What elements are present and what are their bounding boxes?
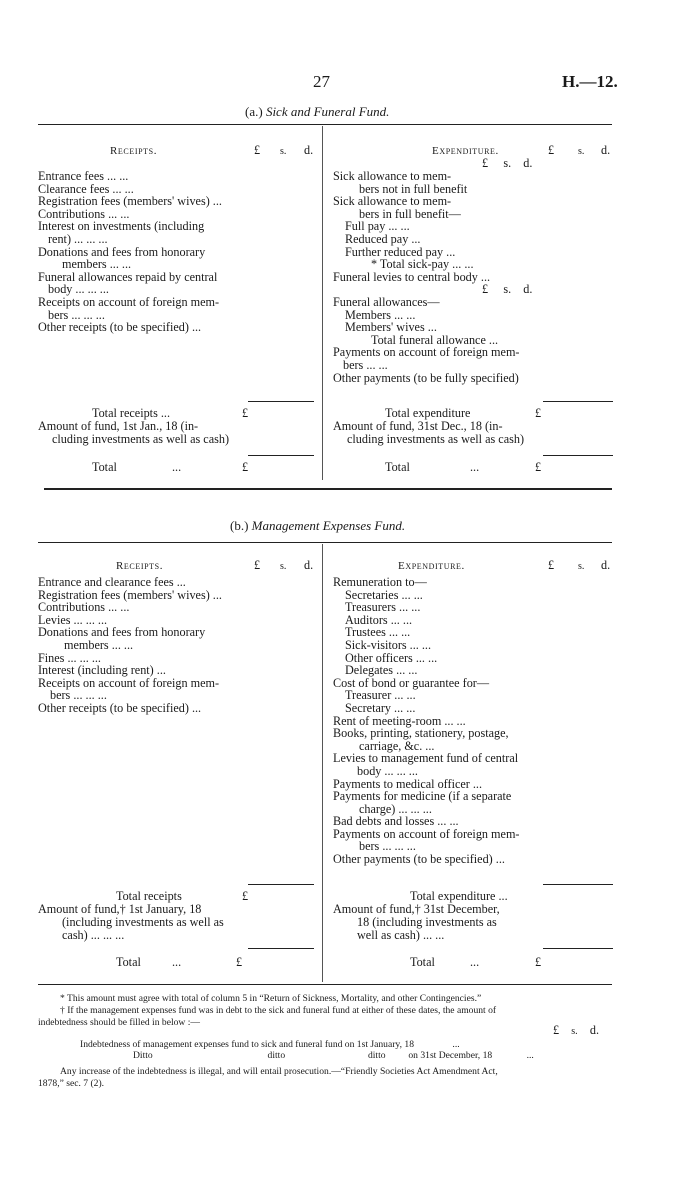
receipt-line: Other receipts (to be specified) ... (38, 320, 202, 335)
expend-line: Books, printing, stationery, postage, (333, 726, 509, 741)
pound-header-receipts-b: £ (254, 558, 261, 572)
amount-of-fund-e-b-1: Amount of fund,† 31st December, (333, 902, 500, 916)
total-receipts-pound-b: £ (242, 889, 249, 903)
amount-of-fund-b-2: (including investments as well as (62, 915, 224, 929)
expend-line: Payments to medical officer ... (333, 776, 483, 791)
expend-line: Sick-visitors ... ... (345, 637, 431, 652)
section-a-title-text: Sick and Funeral Fund. (265, 104, 390, 119)
expenditure-list-b (333, 576, 547, 866)
receipt-line: bers ... ... ... (50, 688, 107, 703)
section-b-title-text: Management Expenses Fund. (251, 518, 406, 533)
grand-total-dots-receipts-a: ... (172, 460, 182, 474)
sub-pound-header-a1: £ s. d. (482, 156, 533, 170)
amount-of-fund-e-b-3: well as cash) ... ... (357, 928, 445, 942)
section-b-bottom-rule (38, 984, 612, 985)
total-expenditure-b: Total expenditure ... (410, 889, 508, 903)
expend-line: Treasurer ... ... (345, 688, 416, 703)
receipt-line: body ... ... ... (48, 282, 109, 297)
pence-header-exp-a: d. (601, 143, 611, 157)
amount-of-fund-e-a-1: Amount of fund, 31st Dec., 18 (in- (333, 419, 503, 433)
grand-total-dots-exp-b: ... (470, 955, 480, 969)
expend-line: Full pay ... ... (345, 219, 410, 234)
expend-line: Members' wives ... (345, 320, 437, 335)
expend-line: Bad debts and losses ... ... (333, 814, 459, 829)
expend-total-rule-b (543, 948, 613, 949)
receipts-subtotal-rule-b (248, 884, 314, 885)
amount-of-fund-a-1: Amount of fund, 1st Jan., 18 (in- (38, 419, 199, 433)
receipt-line: Donations and fees from honorary (38, 625, 206, 640)
expend-line: charge) ... ... ... (359, 801, 432, 816)
section-b-top-rule (38, 542, 612, 543)
shilling-header-receipts-a: s. (280, 146, 287, 157)
receipt-line: Interest (including rent) ... (38, 663, 166, 678)
receipt-line: Registration fees (members' wives) ... (38, 587, 222, 602)
expend-subheader: £ s. d. (482, 282, 533, 297)
shilling-header-exp-a: s. (578, 146, 585, 157)
receipt-line: Other receipts (to be specified) ... (38, 700, 202, 715)
expend-line: Sick allowance to mem- (333, 169, 452, 183)
amount-of-fund-e-b-2: 18 (including investments as (357, 915, 497, 929)
footnote-dagger-1: † If the management expenses fund was in debt to the sick and funeral fund at either of these dates, the amount of (60, 1005, 497, 1016)
expend-line: Other officers ... ... (345, 650, 438, 665)
footnote-prosecution-1: Any increase of the indebtedness is illegal, and will entail prosecution.—“Friendly Societies Act Amendment Act, (60, 1066, 498, 1077)
section-a-bottom-rule (44, 488, 612, 490)
expend-line: Other payments (to be specified) ... (333, 852, 505, 867)
expend-line: bers ... ... ... (359, 839, 416, 854)
indebtedness-line-1-text: Indebtedness of management expenses fund to sick and funeral fund on 1st January, 18 (80, 1039, 415, 1050)
expend-line: Payments for medicine (if a separate (333, 789, 512, 804)
footnote-prosecution-2: 1878,” sec. 7 (2). (38, 1078, 105, 1089)
pound-header-exp-b: £ (548, 558, 555, 572)
expend-subtotal-rule-a (543, 401, 613, 402)
total-expenditure-pound-a: £ (535, 406, 542, 420)
grand-total-label-exp-b: Total (410, 955, 435, 969)
ditto-1: Ditto (133, 1050, 153, 1061)
grand-total-pound-exp-b: £ (535, 955, 542, 969)
pound-header-receipts-a: £ (254, 143, 261, 157)
receipt-line: Funeral allowances repaid by central (38, 269, 218, 284)
ditto-3: ditto (367, 1050, 386, 1061)
receipt-line: Registration fees (members' wives) ... (38, 194, 222, 209)
footnote-asterisk: * This amount must agree with total of column 5 in “Return of Sickness, Mortality, and other Contingencies.” (60, 993, 482, 1004)
total-receipts-a: Total receipts ... (92, 406, 170, 420)
expend-line: Levies to management fund of central (333, 751, 519, 766)
expend-line: bers not in full benefit (359, 181, 468, 196)
receipts-subtotal-rule-a (248, 401, 314, 402)
receipts-list-a (38, 170, 252, 334)
grand-total-label-receipts-a: Total (92, 460, 117, 474)
indebtedness-line-2-dots: ... (526, 1050, 534, 1061)
expend-line: Cost of bond or guarantee for— (333, 675, 490, 690)
expend-line: Delegates ... ... (345, 663, 418, 678)
indebtedness-date: on 31st December, 18 (408, 1050, 493, 1061)
expend-line: carriage, &c. ... (359, 738, 435, 753)
grand-total-dots-receipts-b: ... (172, 955, 182, 969)
receipt-line: Receipts on account of foreign mem- (38, 294, 220, 309)
amount-of-fund-e-a-2: cluding investments as well as cash) (347, 432, 525, 446)
amount-of-fund-b-3: cash) ... ... ... (62, 928, 125, 942)
receipt-line: members ... ... (64, 637, 134, 652)
expend-line: Trustees ... ... (345, 625, 411, 640)
total-receipts-b: Total receipts (116, 889, 182, 903)
grand-total-label-receipts-b: Total (116, 955, 141, 969)
section-a-top-rule (38, 124, 612, 125)
indebtedness-line-2 (133, 1050, 534, 1061)
expenditure-heading-b: Expenditure. (398, 560, 465, 572)
ditto-2: ditto (267, 1050, 286, 1061)
receipt-line: rent) ... ... ... (48, 231, 108, 246)
section-b-title (230, 520, 405, 533)
expend-line: Further reduced pay ... (345, 244, 456, 259)
receipt-line: members ... ... (62, 257, 132, 272)
expend-line: Treasurers ... ... (345, 600, 421, 615)
expend-line: Total funeral allowance ... (371, 332, 499, 347)
total-receipts-pound-a: £ (242, 406, 249, 420)
receipt-line: Donations and fees from honorary (38, 244, 206, 259)
section-b-divider (322, 544, 323, 982)
receipt-line: Fines ... ... ... (38, 650, 101, 665)
receipt-line: Contributions ... ... (38, 206, 130, 221)
expend-line: Secretary ... ... (345, 700, 416, 715)
pound-header-exp-a: £ (548, 143, 555, 157)
expenditure-list-a (333, 170, 547, 384)
footnote-currency-header: £ s. d. (553, 1023, 600, 1037)
section-a-prefix: (a.) (245, 104, 263, 119)
expend-line: Funeral allowances— (333, 294, 440, 309)
receipt-line: Contributions ... ... (38, 600, 130, 615)
expend-line: * Total sick-pay ... ... (371, 257, 474, 272)
page-number: 27 (313, 72, 330, 91)
shilling-header-exp-b: s. (578, 561, 585, 572)
grand-total-pound-exp-a: £ (535, 460, 542, 474)
grand-total-pound-receipts-a: £ (242, 460, 249, 474)
receipts-heading-b: Receipts. (116, 560, 164, 572)
amount-of-fund-b-1: Amount of fund,† 1st January, 18 (38, 902, 202, 916)
receipts-total-rule-b (248, 948, 314, 949)
grand-total-dots-exp-a: ... (470, 460, 480, 474)
expend-line: Other payments (to be fully specified) (333, 370, 519, 385)
expend-line: Reduced pay ... (345, 231, 421, 246)
receipt-line: bers ... ... ... (48, 307, 105, 322)
indebtedness-line-1 (80, 1039, 460, 1050)
pence-header-receipts-a: d. (304, 143, 314, 157)
footnote-dagger-2: indebtedness should be filled in below :— (38, 1017, 201, 1028)
pence-header-exp-b: d. (601, 558, 611, 572)
expend-line: bers in full benefit— (359, 206, 461, 221)
expend-line: Funeral levies to central body ... (333, 269, 491, 284)
expend-total-rule-a (543, 455, 613, 456)
expend-line: Remuneration to— (333, 575, 427, 589)
amount-of-fund-a-2: cluding investments as well as cash) (52, 432, 230, 446)
section-b-prefix: (b.) (230, 518, 249, 533)
section-a-title (245, 106, 389, 119)
expend-line: Rent of meeting-room ... ... (333, 713, 466, 728)
expend-line: Secretaries ... ... (345, 587, 423, 602)
shilling-header-receipts-b: s. (280, 561, 287, 572)
expend-line: Auditors ... ... (345, 612, 413, 627)
grand-total-pound-receipts-b: £ (236, 955, 243, 969)
receipt-line: Receipts on account of foreign mem- (38, 675, 220, 690)
receipts-heading-a: Receipts. (110, 145, 158, 157)
expend-line: bers ... ... (343, 357, 388, 372)
grand-total-label-exp-a: Total (385, 460, 410, 474)
receipts-total-rule-a (248, 455, 314, 456)
receipt-line: Entrance fees ... ... (38, 169, 129, 183)
section-a-divider (322, 126, 323, 480)
expend-line: Members ... ... (345, 307, 416, 322)
expend-line: Payments on account of foreign mem- (333, 345, 520, 360)
pence-header-receipts-b: d. (304, 558, 314, 572)
expend-line: Sick allowance to mem- (333, 194, 452, 209)
expend-line: body ... ... ... (357, 763, 418, 778)
receipt-line: Clearance fees ... ... (38, 181, 134, 196)
page-reference: H.—12. (562, 72, 618, 91)
expend-line: Payments on account of foreign mem- (333, 826, 520, 841)
receipt-line: Levies ... ... ... (38, 612, 108, 627)
expenditure-heading-a: Expenditure. (432, 145, 499, 157)
total-expenditure-a: Total expenditure (385, 406, 471, 420)
indebtedness-line-1-dots: ... (452, 1039, 460, 1050)
expend-subtotal-rule-b (543, 884, 613, 885)
receipt-line: Entrance and clearance fees ... (38, 575, 186, 589)
receipts-list-b (38, 576, 252, 715)
receipt-line: Interest on investments (including (38, 219, 205, 234)
